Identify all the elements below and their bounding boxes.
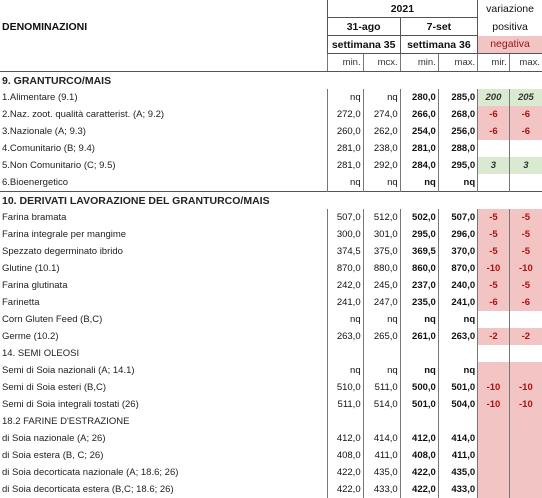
price-cell: 422,0	[400, 481, 438, 498]
table-row	[0, 430, 542, 447]
price-cell: 422,0	[400, 464, 438, 481]
table-row	[0, 481, 542, 498]
variation-cell: -6	[478, 294, 510, 311]
price-cell: nq	[438, 174, 477, 192]
variation-cell: -10	[478, 396, 510, 413]
variation-cell: -2	[478, 328, 510, 345]
price-cell: 245,0	[363, 277, 400, 294]
row-label: 2.Naz. zoot. qualità caratterist. (A; 9.2)	[0, 106, 327, 123]
variation-cell: -5	[478, 243, 510, 260]
price-cell: 507,0	[438, 209, 477, 226]
table-row	[0, 345, 542, 362]
price-cell: nq	[327, 311, 363, 328]
price-cell: 414,0	[363, 430, 400, 447]
price-cell: 870,0	[438, 260, 477, 277]
header-spacer	[0, 54, 327, 72]
price-cell: nq	[363, 89, 400, 106]
row-label: 4.Comunitario (B; 9.4)	[0, 140, 327, 157]
table-row	[0, 140, 542, 157]
price-cell: 263,0	[327, 328, 363, 345]
price-cell: nq	[400, 362, 438, 379]
variation-cell: -5	[478, 277, 510, 294]
section-title: 9. GRANTURCO/MAIS	[0, 72, 542, 90]
variation-cell: -10	[509, 260, 542, 277]
price-cell	[438, 345, 477, 362]
price-cell: 433,0	[363, 481, 400, 498]
variation-cell	[478, 140, 510, 157]
table-row	[0, 464, 542, 481]
max-header: max.	[438, 54, 477, 72]
var-max-header: max.	[509, 54, 542, 72]
price-cell: 260,0	[327, 123, 363, 140]
table-row	[0, 379, 542, 396]
variation-cell: 3	[509, 157, 542, 174]
variation-cell: -10	[478, 260, 510, 277]
price-cell: 375,0	[363, 243, 400, 260]
row-label: Spezzato degerminato ibrido	[0, 243, 327, 260]
variation-cell	[509, 464, 542, 481]
table-row	[0, 157, 542, 174]
table-row	[0, 174, 542, 192]
row-label: Farina glutinata	[0, 277, 327, 294]
price-cell: nq	[438, 362, 477, 379]
date2-header: 7-set	[400, 18, 477, 36]
price-cell: 408,0	[400, 447, 438, 464]
variation-cell: -10	[509, 396, 542, 413]
price-cell: 241,0	[438, 294, 477, 311]
variation-cell	[478, 464, 510, 481]
price-cell: 511,0	[327, 396, 363, 413]
price-cell: 510,0	[327, 379, 363, 396]
week1-header: settimana 35	[327, 36, 400, 54]
price-cell: 265,0	[363, 328, 400, 345]
table-row	[0, 209, 542, 226]
variation-cell: -5	[478, 226, 510, 243]
price-cell: 295,0	[400, 226, 438, 243]
variation-cell	[509, 174, 542, 192]
section-title: 10. DERIVATI LAVORAZIONE DEL GRANTURCO/MAIS	[0, 192, 542, 210]
price-cell: 256,0	[438, 123, 477, 140]
price-cell: 281,0	[400, 140, 438, 157]
table-row	[0, 311, 542, 328]
table-row	[0, 89, 542, 106]
variation-cell: -5	[509, 209, 542, 226]
table-row	[0, 362, 542, 379]
variation-cell: -5	[509, 226, 542, 243]
price-cell: 433,0	[438, 481, 477, 498]
variation-cell	[478, 174, 510, 192]
price-cell: 422,0	[327, 481, 363, 498]
variazione-header: variazione	[478, 0, 542, 18]
negativa-header: negativa	[478, 36, 542, 54]
price-cell: 242,0	[327, 277, 363, 294]
row-label: Farina bramata	[0, 209, 327, 226]
row-label: di Soia nazionale (A; 26)	[0, 430, 327, 447]
price-cell: nq	[400, 174, 438, 192]
price-cell: 240,0	[438, 277, 477, 294]
variation-cell: -6	[478, 106, 510, 123]
row-label: 18.2 FARINE D'ESTRAZIONE	[0, 413, 327, 430]
price-cell: 281,0	[327, 157, 363, 174]
table-row	[0, 447, 542, 464]
price-cell: 511,0	[363, 379, 400, 396]
price-cell: 281,0	[327, 140, 363, 157]
variation-cell	[509, 447, 542, 464]
table-body	[0, 72, 542, 498]
variation-cell: -5	[509, 277, 542, 294]
variation-cell: 205	[509, 89, 542, 106]
price-cell: 374,5	[327, 243, 363, 260]
price-cell: 512,0	[363, 209, 400, 226]
price-cell	[400, 413, 438, 430]
variation-cell	[478, 413, 510, 430]
price-cell: 238,0	[363, 140, 400, 157]
price-cell: 422,0	[327, 464, 363, 481]
variation-cell	[509, 345, 542, 362]
price-cell: 880,0	[363, 260, 400, 277]
max-header: mcx.	[363, 54, 400, 72]
row-label: di Soia estera (B, C; 26)	[0, 447, 327, 464]
price-cell: nq	[400, 311, 438, 328]
price-cell: 268,0	[438, 106, 477, 123]
price-cell: 274,0	[363, 106, 400, 123]
variation-cell	[478, 345, 510, 362]
week2-header: settimana 36	[400, 36, 477, 54]
price-cell: 254,0	[400, 123, 438, 140]
variation-cell	[509, 362, 542, 379]
variation-cell: -2	[509, 328, 542, 345]
section-row	[0, 72, 542, 90]
section-row	[0, 192, 542, 210]
price-cell	[327, 345, 363, 362]
price-cell	[400, 345, 438, 362]
price-cell: nq	[363, 362, 400, 379]
price-cell: nq	[327, 362, 363, 379]
price-cell: 247,0	[363, 294, 400, 311]
min-header: min.	[327, 54, 363, 72]
price-cell	[438, 413, 477, 430]
price-cell: 860,0	[400, 260, 438, 277]
price-cell: 296,0	[438, 226, 477, 243]
price-cell: 412,0	[327, 430, 363, 447]
price-cell: 241,0	[327, 294, 363, 311]
price-cell	[363, 345, 400, 362]
price-cell: 261,0	[400, 328, 438, 345]
table-row	[0, 226, 542, 243]
price-cell: 502,0	[400, 209, 438, 226]
price-cell: 295,0	[438, 157, 477, 174]
price-cell: 411,0	[438, 447, 477, 464]
row-label: Farina integrale per mangime	[0, 226, 327, 243]
row-label: 5.Non Comunitario (C; 9.5)	[0, 157, 327, 174]
table-row	[0, 260, 542, 277]
table-row	[0, 106, 542, 123]
variation-cell: -10	[509, 379, 542, 396]
row-label: Semi di Soia nazionali (A; 14.1)	[0, 362, 327, 379]
price-cell: 262,0	[363, 123, 400, 140]
variation-cell: -6	[478, 123, 510, 140]
price-cell: 263,0	[438, 328, 477, 345]
price-cell: 285,0	[438, 89, 477, 106]
price-cell: 408,0	[327, 447, 363, 464]
row-label: di Soia decorticata estera (B,C; 18.6; 26)	[0, 481, 327, 498]
price-cell: 280,0	[400, 89, 438, 106]
table-row	[0, 328, 542, 345]
price-cell: 301,0	[363, 226, 400, 243]
price-cell: 370,0	[438, 243, 477, 260]
variation-cell	[509, 311, 542, 328]
price-cell: 500,0	[400, 379, 438, 396]
variation-cell: -6	[509, 106, 542, 123]
price-cell: 300,0	[327, 226, 363, 243]
table-header	[0, 0, 542, 72]
row-label: 14. SEMI OLEOSI	[0, 345, 327, 362]
table-row	[0, 413, 542, 430]
variation-cell	[478, 481, 510, 498]
price-cell: 412,0	[400, 430, 438, 447]
price-cell: 504,0	[438, 396, 477, 413]
price-cell: 266,0	[400, 106, 438, 123]
variation-cell	[478, 311, 510, 328]
positiva-header: positiva	[478, 18, 542, 36]
price-cell: 870,0	[327, 260, 363, 277]
denominazioni-title: DENOMINAZIONI	[0, 0, 327, 54]
price-cell: 284,0	[400, 157, 438, 174]
row-label: 3.Nazionale (A; 9.3)	[0, 123, 327, 140]
row-label: 1.Alimentare (9.1)	[0, 89, 327, 106]
price-cell: nq	[327, 89, 363, 106]
min-header: min.	[400, 54, 438, 72]
variation-cell: -5	[509, 243, 542, 260]
variation-cell	[509, 140, 542, 157]
price-cell: 369,5	[400, 243, 438, 260]
variation-cell: -10	[478, 379, 510, 396]
row-label: Germe (10.2)	[0, 328, 327, 345]
row-label: Corn Gluten Feed (B,C)	[0, 311, 327, 328]
price-cell: 435,0	[438, 464, 477, 481]
row-label: Semi di Soia esteri (B,C)	[0, 379, 327, 396]
price-cell: 507,0	[327, 209, 363, 226]
variation-cell: -6	[509, 123, 542, 140]
variation-cell	[478, 430, 510, 447]
row-label: Farinetta	[0, 294, 327, 311]
price-cell	[363, 413, 400, 430]
price-cell: 272,0	[327, 106, 363, 123]
variation-cell	[509, 430, 542, 447]
row-label: 6.Bioenergetico	[0, 174, 327, 192]
var-min-header: mir.	[478, 54, 510, 72]
date1-header: 31-ago	[327, 18, 400, 36]
variation-cell	[509, 481, 542, 498]
variation-cell: 200	[478, 89, 510, 106]
price-cell: 288,0	[438, 140, 477, 157]
price-cell: 414,0	[438, 430, 477, 447]
variation-cell: 3	[478, 157, 510, 174]
variation-cell: -5	[478, 209, 510, 226]
price-cell: 501,0	[400, 396, 438, 413]
variation-cell	[478, 447, 510, 464]
price-cell: 435,0	[363, 464, 400, 481]
price-cell: nq	[363, 311, 400, 328]
variation-cell: -6	[509, 294, 542, 311]
price-cell: 514,0	[363, 396, 400, 413]
variation-cell	[478, 362, 510, 379]
table-row	[0, 243, 542, 260]
row-label: di Soia decorticata nazionale (A; 18.6; 26)	[0, 464, 327, 481]
price-cell: 235,0	[400, 294, 438, 311]
table-row	[0, 277, 542, 294]
variation-cell	[509, 413, 542, 430]
price-cell: nq	[327, 174, 363, 192]
price-cell: 501,0	[438, 379, 477, 396]
table-row	[0, 396, 542, 413]
price-cell	[327, 413, 363, 430]
row-label: Semi di Soia integrali tostati (26)	[0, 396, 327, 413]
row-label: Glutine (10.1)	[0, 260, 327, 277]
price-cell: nq	[438, 311, 477, 328]
table-row	[0, 294, 542, 311]
table-row	[0, 123, 542, 140]
price-cell: 411,0	[363, 447, 400, 464]
year-header: 2021	[327, 0, 478, 18]
price-cell: 292,0	[363, 157, 400, 174]
price-cell: nq	[363, 174, 400, 192]
price-cell: 237,0	[400, 277, 438, 294]
